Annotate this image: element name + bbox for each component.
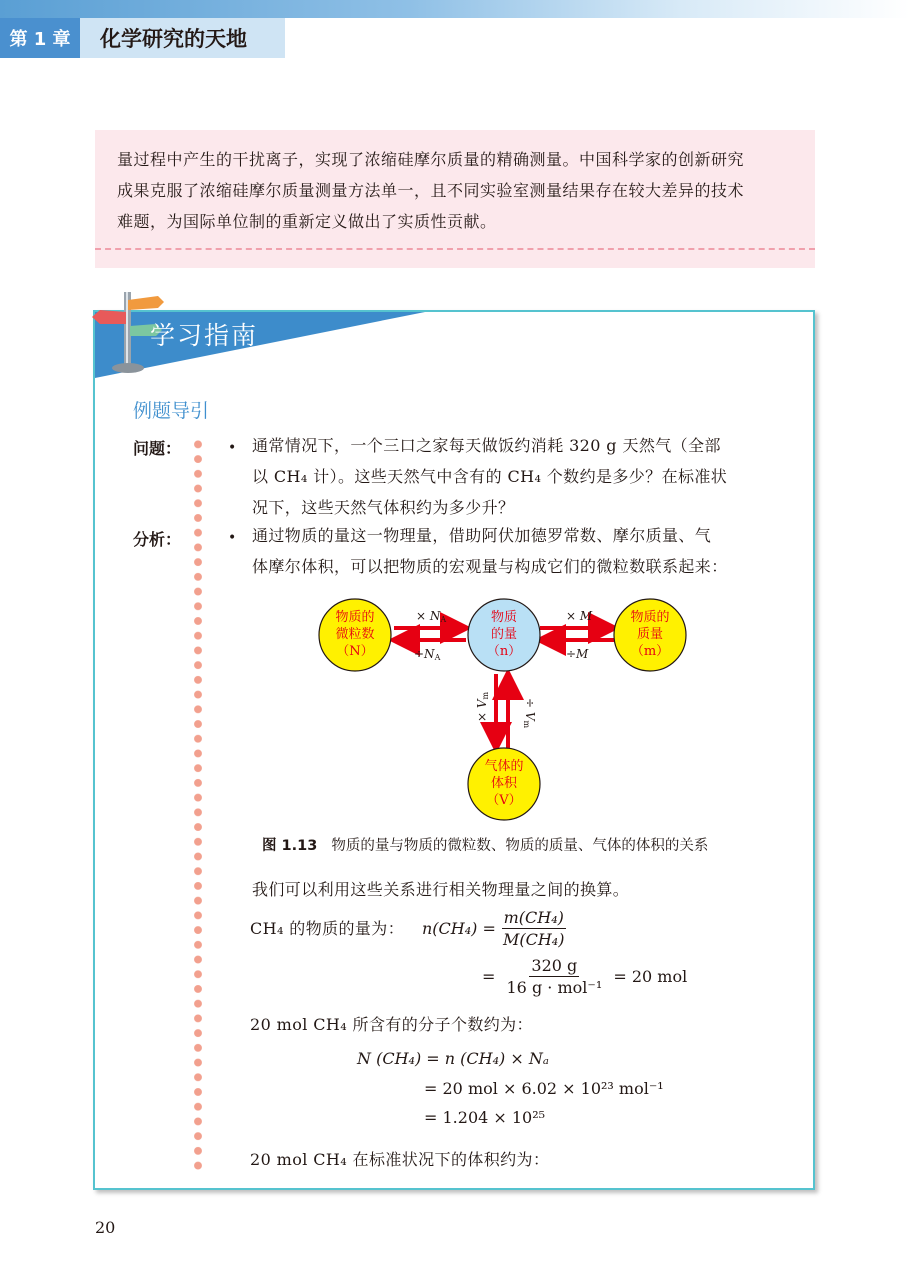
node-amount-line: 物质 bbox=[490, 610, 518, 625]
label-div-m: ÷M bbox=[566, 647, 589, 661]
question-label: 问题： bbox=[133, 439, 182, 458]
ch4-amount-label: CH₄ 的物质的量为： bbox=[250, 919, 405, 938]
label-div-na: ÷NA bbox=[414, 647, 441, 662]
page-number: 20 bbox=[95, 1218, 116, 1237]
intro-text bbox=[117, 144, 797, 237]
eq2-fraction bbox=[505, 956, 605, 997]
guide-title: 学习指南 bbox=[150, 321, 259, 350]
bullet: • bbox=[228, 440, 237, 456]
node-particles-line: （N） bbox=[336, 644, 374, 659]
node-amount-line: 的量 bbox=[490, 627, 518, 642]
node-particles-line: 物质的 bbox=[335, 610, 375, 625]
node-mass-line: （m） bbox=[630, 644, 670, 659]
question-text bbox=[252, 430, 792, 523]
figure-caption bbox=[262, 834, 708, 855]
eq1-lhs: n(CH₄) = bbox=[422, 919, 496, 938]
chapter-label: 第 1 章 bbox=[0, 18, 80, 58]
intro-line: 难题，为国际单位制的重新定义做出了实质性贡献。 bbox=[117, 212, 497, 231]
analysis-text bbox=[252, 520, 792, 582]
question-line: 况下，这些天然气体积约为多少升？ bbox=[252, 498, 515, 517]
node-mass-line: 质量 bbox=[636, 627, 664, 642]
node-mass-line: 物质的 bbox=[630, 610, 670, 625]
equation-4: = 20 mol × 6.02 × 10²³ mol⁻¹ bbox=[424, 1079, 664, 1098]
question-line: 以 CH₄ 计）。这些天然气中含有的 CH₄ 个数约是多少？在标准状 bbox=[252, 467, 728, 486]
caption-number: 图 1.13 bbox=[262, 838, 318, 854]
volume-label: 20 mol CH₄ 在标准状况下的体积约为： bbox=[250, 1150, 550, 1169]
node-particles-line: 微粒数 bbox=[335, 627, 375, 642]
equation-2 bbox=[482, 956, 687, 997]
label-div-vm: ÷ Vm bbox=[522, 698, 537, 729]
label-times-na: × NA bbox=[416, 609, 447, 624]
eq1-denominator: M(CH₄) bbox=[502, 930, 565, 949]
chapter-title: 化学研究的天地 bbox=[80, 18, 285, 58]
caption-text: 物质的量与物质的微粒数、物质的质量、气体的体积的关系 bbox=[331, 838, 709, 854]
eq2-denominator: 16 g · mol⁻¹ bbox=[506, 978, 603, 997]
node-volume-line: 体积 bbox=[490, 776, 518, 791]
node-amount-line: （n） bbox=[486, 644, 522, 659]
eq1-numerator: m(CH₄) bbox=[503, 908, 564, 927]
node-volume-line: 气体的 bbox=[484, 759, 524, 774]
intro-line: 成果克服了浓缩硅摩尔质量测量方法单一，且不同实验室测量结果存在较大差异的技术 bbox=[117, 181, 745, 200]
label-times-vm: × Vm bbox=[475, 691, 490, 722]
eq2-result: = 20 mol bbox=[613, 967, 688, 986]
relationship-diagram bbox=[310, 590, 700, 830]
analysis-line: 体摩尔体积，可以把物质的宏观量与构成它们的微粒数联系起来： bbox=[252, 557, 728, 576]
equation-1 bbox=[422, 908, 566, 949]
equation-3: N (CH₄) = n (CH₄) × Nₐ bbox=[357, 1049, 549, 1068]
label-times-m: × M bbox=[566, 609, 593, 623]
analysis-label: 分析： bbox=[133, 530, 182, 549]
node-volume-line: （V） bbox=[486, 793, 522, 808]
intro-line: 量过程中产生的干扰离子，实现了浓缩硅摩尔质量的精确测量。中国科学家的创新研究 bbox=[117, 150, 745, 169]
eq2-numerator: 320 g bbox=[531, 956, 578, 975]
solution-intro: 我们可以利用这些关系进行相关物理量之间的换算。 bbox=[252, 880, 630, 899]
analysis-line: 通过物质的量这一物理量，借助阿伏加德罗常数、摩尔质量、气 bbox=[252, 526, 712, 545]
molecule-label: 20 mol CH₄ 所含有的分子个数约为： bbox=[250, 1015, 533, 1034]
equation-5: = 1.204 × 10²⁵ bbox=[424, 1108, 546, 1127]
subheading: 例题导引 bbox=[133, 400, 210, 422]
eq1-fraction bbox=[501, 908, 566, 949]
dotted-margin bbox=[192, 437, 204, 1173]
eq2-equals: = bbox=[482, 967, 496, 986]
question-line: 通常情况下，一个三口之家每天做饭约消耗 320 g 天然气（全部 bbox=[252, 436, 721, 455]
bullet: • bbox=[228, 530, 237, 546]
intro-box bbox=[95, 130, 815, 268]
dashed-divider bbox=[95, 248, 815, 250]
header-band bbox=[0, 0, 910, 18]
